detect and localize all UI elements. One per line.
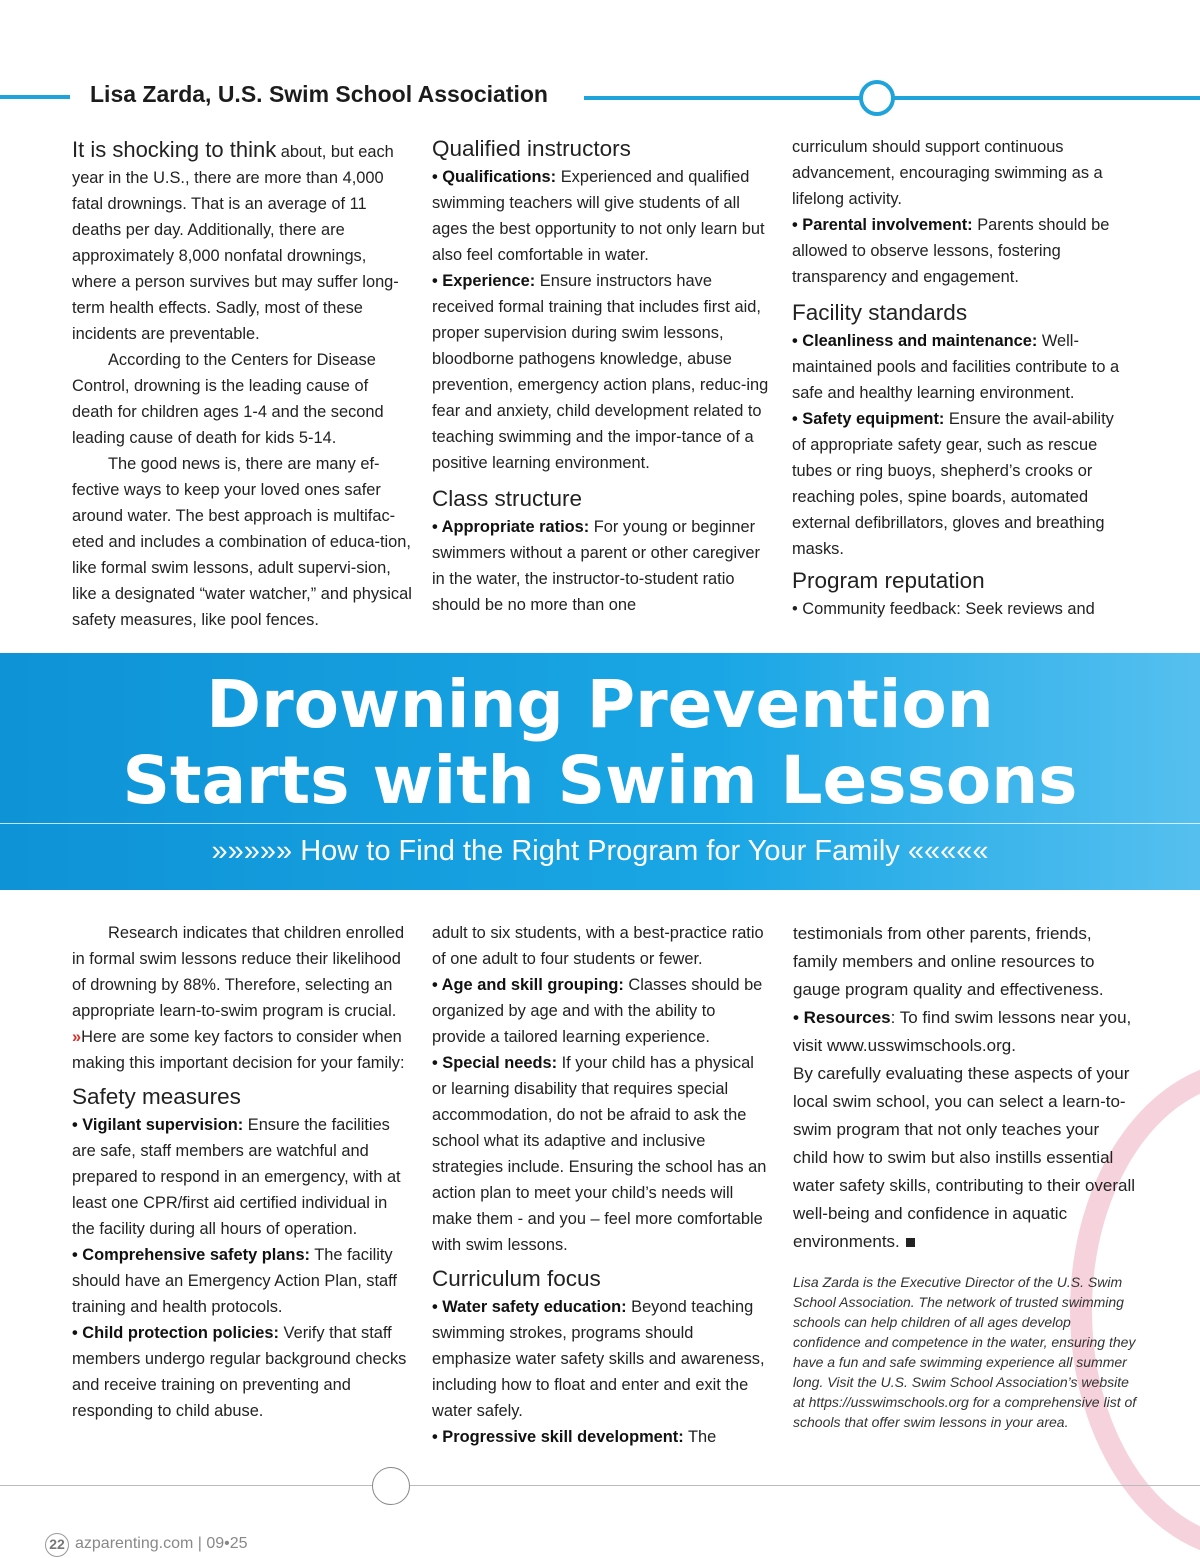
bullet-water-safety-education: • Water safety education: Beyond teaching swimming strokes, programs should emphasize water safety skills and awareness, including how to float and enter and exit the water safely. <box>432 1298 765 1420</box>
section-heading-curriculum-focus: Curriculum focus <box>432 1266 601 1291</box>
title-banner <box>0 653 1200 890</box>
cdc-paragraph: According to the Centers for Disease Control, drowning is the leading cause of death for children ages 1-4 and the second leading cause of death for kids 5-14. <box>72 351 384 447</box>
lead-in: It is shocking to think <box>72 137 277 162</box>
article-subtitle: »»»»» How to Find the Right Program for Your Family ««««« <box>211 835 989 867</box>
page-number: 22 <box>45 1533 69 1557</box>
footer-publication: azparenting.com | 09•25 <box>75 1535 248 1552</box>
bullet-vigilant-supervision: • Vigilant supervision: Ensure the facilities are safe, staff members are watchful and prepared to respond in an emergency, with at least one CPR/first aid certified individual in the facility during all hours of operation. <box>72 1116 401 1238</box>
article-title: Drowning Prevention Starts with Swim Lessons <box>122 666 1078 819</box>
safety-column <box>72 920 412 1424</box>
red-arrow-icon: » <box>72 1028 82 1046</box>
author-byline: Lisa Zarda, U.S. Swim School Association <box>90 81 548 107</box>
footer-rule <box>0 1485 1200 1486</box>
testimonials-continuation: testimonials from other parents, friends, family members and online resources to gauge program quality and effectiveness. <box>793 924 1104 999</box>
research-paragraph: Research indicates that children enrolled in formal swim lessons reduce their likelihood of drowning by 88%. Therefore, selecting an appropriate learn-to-swim program is crucial. »Here are some key factors to consider when making this important decision for your family: <box>72 924 405 1072</box>
bullet-community-feedback: • Community feedback: Seek reviews and <box>792 600 1095 618</box>
footer-circle-ornament <box>372 1467 410 1505</box>
bullet-special-needs: • Special needs: If your child has a physical or learning disability that requires special accommodation, do not be afraid to ask the school what its adaptive and inclusive strategies include. Ensuring the school has an action plan to meet your child’s needs will make them - and you – feel more comfortable with swim lessons. <box>432 1054 767 1254</box>
good-news-paragraph: The good news is, there are many ef-fective ways to keep your loved ones safer around water. The best approach is multifac-eted and includes a combination of educa-tion, like formal swim lessons, adult supervi-sion, like a designated “water watcher,” and physical safety measures, like pool fences. <box>72 455 412 629</box>
bullet-appropriate-ratios: • Appropriate ratios: For young or beginner swimmers without a parent or other caregiver in the water, the instructor-to-student ratio should be no more than one <box>432 518 760 614</box>
byline-circle-ornament <box>859 80 895 116</box>
bullet-child-protection: • Child protection policies: Verify that staff members undergo regular background checks and receive training on preventing and responding to child abuse. <box>72 1324 407 1420</box>
grouping-column <box>432 920 772 1450</box>
bullet-experience: • Experience: Ensure instructors have received formal training that includes first aid, proper supervision during swim lessons, bloodborne pathogens knowledge, abuse prevention, emergency action plans, reduc-ing fear and anxiety, child development related to teaching swimming and the impor-tance of a positive learning environment. <box>432 272 769 472</box>
byline-rule-left <box>0 95 70 99</box>
curriculum-continuation: curriculum should support continuous advancement, encouraging swimming as a lifelong activity. <box>792 138 1103 208</box>
bullet-age-skill-grouping: • Age and skill grouping: Classes should be organized by age and with the ability to provide a tailored learning experience. <box>432 976 763 1046</box>
intro-paragraph: It is shocking to think about, but each year in the U.S., there are more than 4,000 fatal drownings. That is an average of 11 deaths per day. Additionally, there are approximately 8,000 nonfatal drownings, where a person survives but may suffer long-term health effects. Sadly, most of these incidents are preventable. <box>72 137 399 343</box>
bullet-cleanliness: • Cleanliness and maintenance: Well-maintained pools and facilities contribute to a safe and healthy learning environment. <box>792 332 1120 402</box>
ratio-continuation: adult to six students, with a best-practice ratio of one adult to four students or fewer. <box>432 924 764 968</box>
bullet-qualifications: • Qualifications: Experienced and qualified swimming teachers will give students of all ages the best opportunity to not only learn but also feel comfortable in water. <box>432 168 765 264</box>
intro-column <box>72 137 412 633</box>
instructors-column <box>432 134 772 618</box>
section-heading-facility-standards: Facility standards <box>792 300 968 325</box>
bullet-safety-equipment: • Safety equipment: Ensure the avail-ability of appropriate safety gear, such as rescue tubes or ring buoys, shepherd’s crooks or reaching poles, spine boards, automated external defibrillators, gloves and breathing masks. <box>792 410 1114 558</box>
end-mark-icon <box>906 1238 915 1247</box>
facility-column <box>792 134 1132 622</box>
bullet-parental-involvement: • Parental involvement: Parents should be allowed to observe lessons, fostering transparency and engagement. <box>792 216 1110 286</box>
conclusion-paragraph: By carefully evaluating these aspects of your local swim school, you can select a learn-to-swim program that not only teaches your child how to swim but also instills essential water safety skills, contributing to their overall well-being and confidence in aquatic environments. <box>793 1064 1136 1251</box>
bullet-resources: • Resources: To find swim lessons near you, visit www.usswimschools.org. <box>793 1008 1132 1055</box>
section-heading-qualified-instructors: Qualified instructors <box>432 136 631 161</box>
conclusion-column <box>793 920 1138 1432</box>
banner-divider <box>0 823 1200 824</box>
bullet-progressive-skill: • Progressive skill development: The <box>432 1428 717 1446</box>
author-bio: Lisa Zarda is the Executive Director of the U.S. Swim School Association. The network of trusted swimming schools can help children of all ages develop confidence and competence in the water, ensuring they have a fun and safe swimming experience all summer long. Visit the U.S. Swim School Association’s website at https://usswimschools.org for a comprehensive list of schools that offer swim lessons in your area. <box>793 1274 1137 1430</box>
bullet-safety-plans: • Comprehensive safety plans: The facility should have an Emergency Action Plan, staff training and health protocols. <box>72 1246 397 1316</box>
section-heading-class-structure: Class structure <box>432 486 583 511</box>
section-heading-safety-measures: Safety measures <box>72 1084 241 1109</box>
section-heading-program-reputation: Program reputation <box>792 568 985 593</box>
